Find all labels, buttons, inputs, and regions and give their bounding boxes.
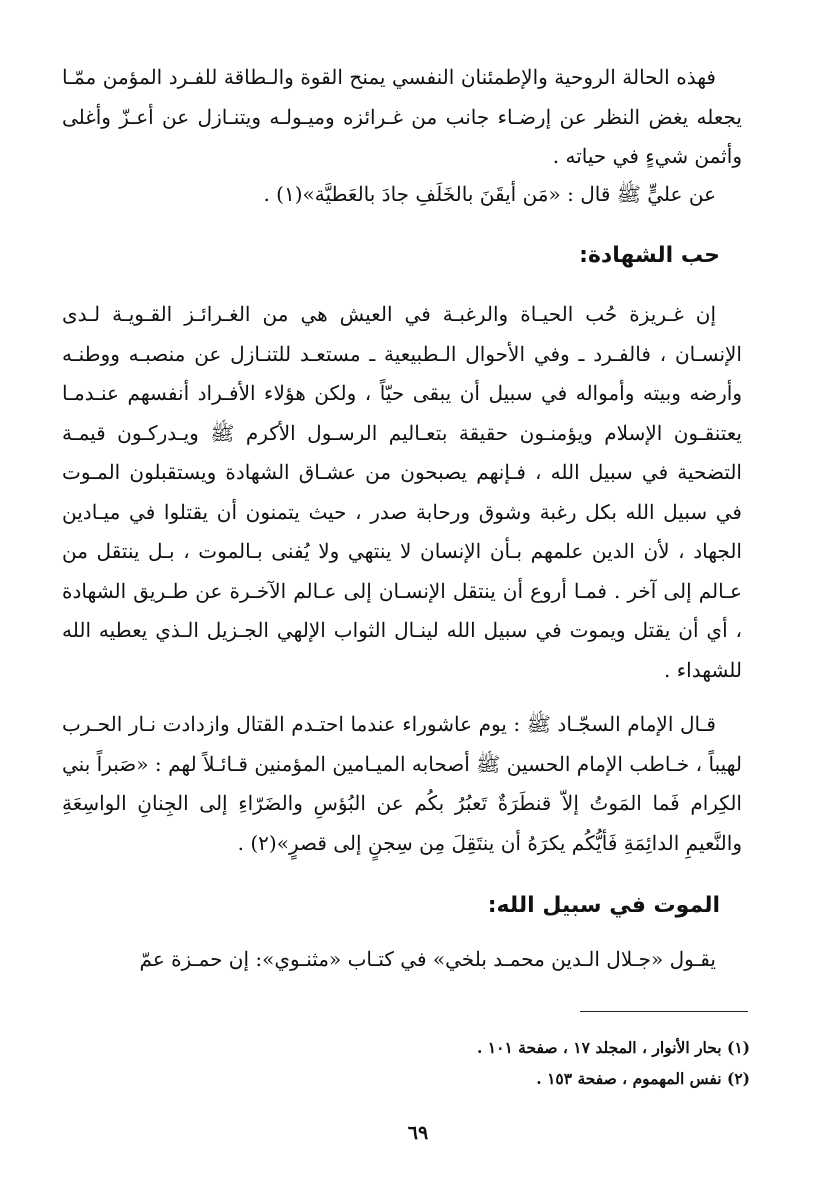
paragraph-text: عن عليٍّ ﷺ قال : «مَن أيقَنَ بالخَلَفِ جادَ بالعَطيَّة»(١) . [263,182,716,206]
paragraph-spiritual-state [62,58,742,177]
paragraph-jalal-al-din [62,940,742,980]
footnote-divider [580,1011,748,1012]
heading-love-of-martyrdom [62,236,742,276]
paragraph-ali-quote [62,175,742,215]
paragraph-instinct-of-life [62,295,742,690]
paragraph-imam-sajjad-quote [62,705,742,863]
paragraph-text: إن غـريزة حُب الحيـاة والرغبـة في العيش هي من الغـرائـز القـويـة لـدى الإنسـان ، فالفـرد ـ وفي الأحوال الـطبيعية ـ مستعـد للتنـازل عن منصبـه ووطنـه وأرضه وبيته وأمواله في سبيل أن يبقى حيّاً ، ولكن هؤلاء الأفـراد أنفسهم عنـدمـا يعتنقـون الإسلام ويؤمنـون حقيقة بتعـاليم الرسـول الأكرم ﷺ ويـدركـون قيمـة التضحية في سبيل الله ، فـإنهم يصبحون من عشـاق الشهادة ويستقبلون المـوت في سبيل الله بكل رغبة وشوق ورحابة صدر ، حيث يتمنون أن يقتلوا في ميـادين الجهاد ، لأن الدين علمهم بـأن الإنسان لا ينتهي ولا يُفنى بـالموت ، بـل ينتقل من عـالم إلى آخر . فمـا أروع أن ينتقل الإنسـان إلى عـالم الآخـرة عن طـريق الشهادة ، أي أن يقتل ويموت في سبيل الله لينـال الثواب الإلهي الجـزيل الـذي يعطيه الله للشهداء . [62,302,742,682]
page-number: ٦٩ [407,1122,429,1144]
section-heading: الموت في سبيل الله: [487,893,720,918]
paragraph-text: فهذه الحالة الروحية والإطمئنان النفسي يمنح القوة والـطاقة للفـرد المؤمن ممّـا يجعله يغض النظر عن إرضـاء جانب من غـرائزه وميـولـه ويتنـازل عن أعـزّ وأغلى وأثمن شيءٍ في حياته . [62,65,742,168]
footnote-1: (١) بحار الأنوار ، المجلد ١٧ ، صفحة ١٠١ . [477,1038,750,1057]
footnote-2: (٢) نفس المهموم ، صفحة ١٥٣ . [536,1069,750,1088]
paragraph-text: يقـول «جـلال الـدين محمـد بلخي» في كتـاب «مثنـوي»: إن حمـزة عمّ [139,947,716,971]
section-heading: حب الشهادة: [579,243,720,268]
paragraph-text: قـال الإمام السجّـاد ﷺ : يوم عاشوراء عندما احتـدم القتال وازدادت نـار الحـرب لهيباً ، خـاطب الإمام الحسين ﷺ أصحابه الميـامين المؤمنين قـائـلاً لهم : «صَبراً بني الكِرام فَما المَوتُ إلاّ قنطَرَةٌ تَعبُرُ بكُم عن البُؤسِ والضَرّاءِ إلى الجِنانِ الواسِعَةِ والنَّعيمِ الدائِمَةِ فَأيُّكُم يكرَهُ أن ينتَقِلَ مِن سِجنٍ إلى قصرٍ»(٢) . [62,712,742,855]
footnotes [300,1032,750,1094]
heading-death-in-path-of-god [62,886,742,926]
